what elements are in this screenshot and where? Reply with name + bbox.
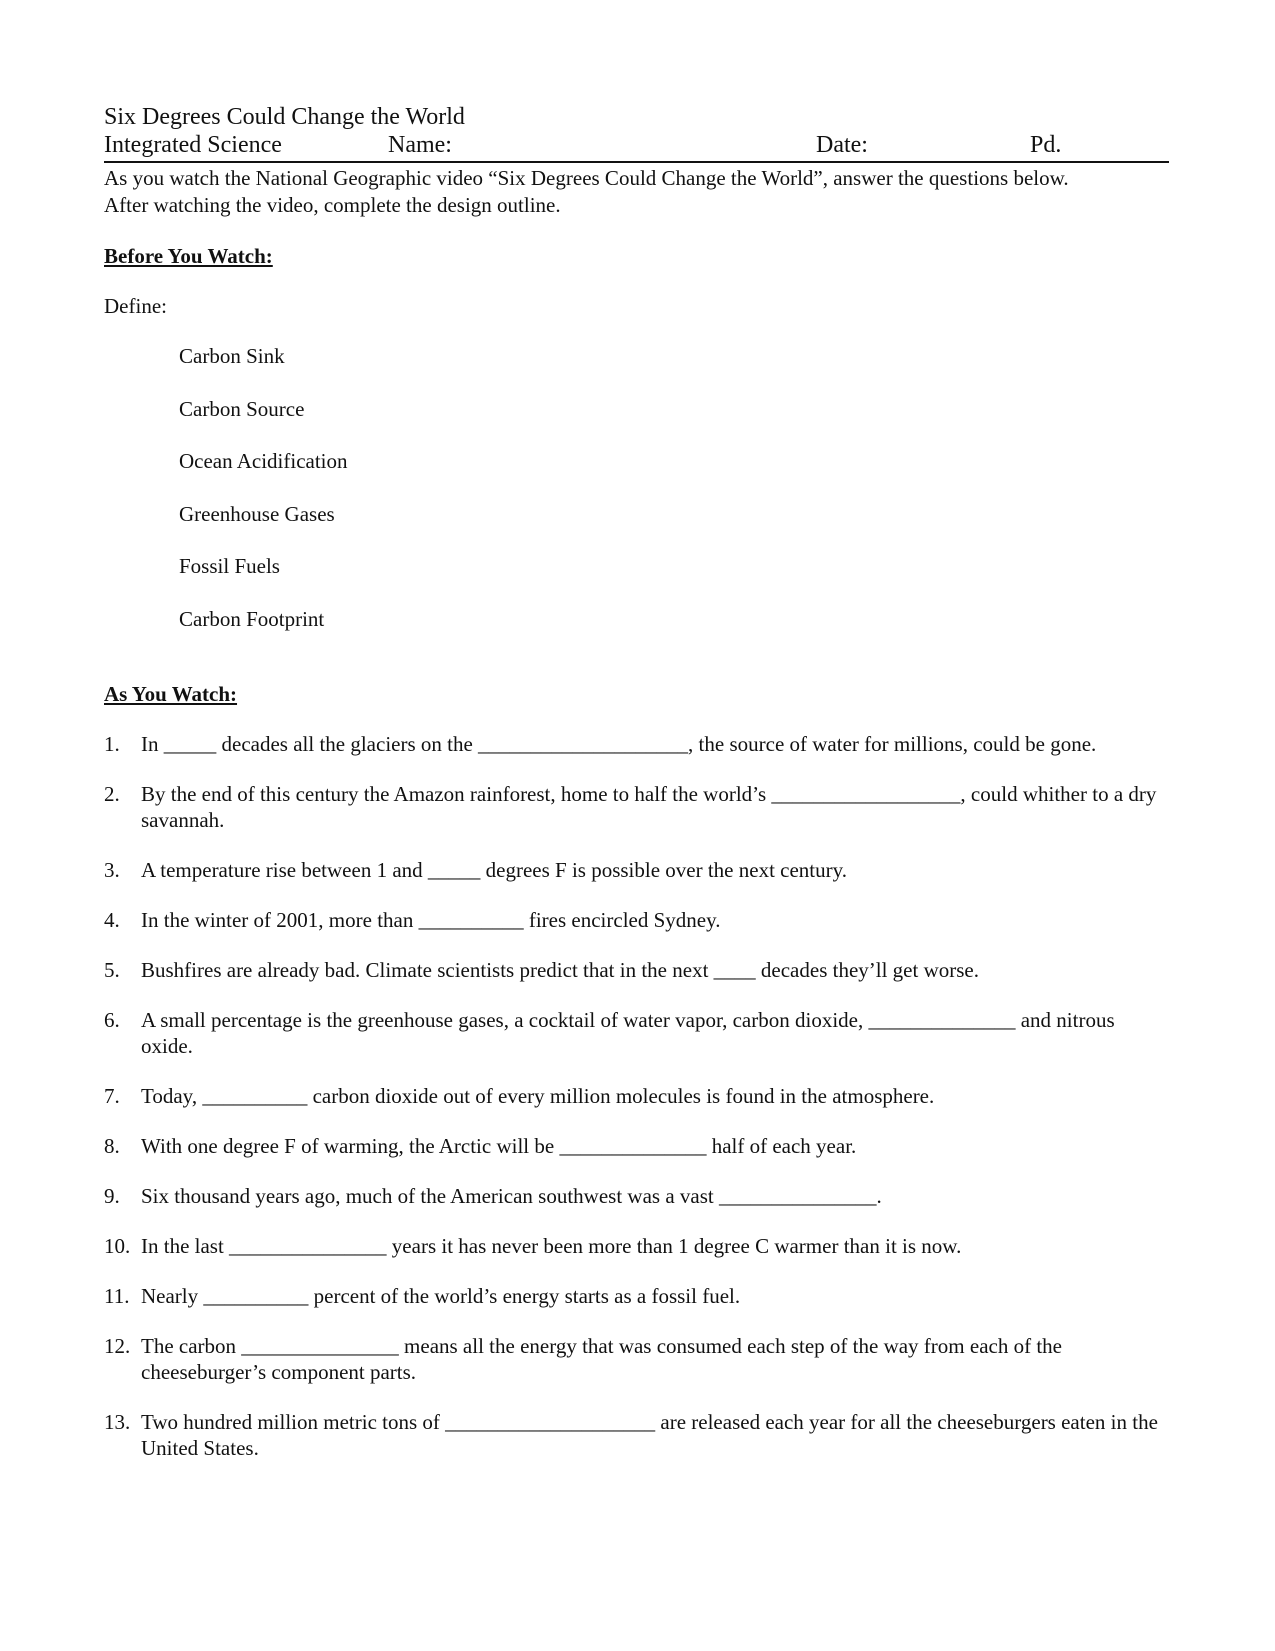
question-item (104, 1083, 1169, 1109)
course-label: Integrated Science (104, 132, 282, 158)
question-text: With one degree F of warming, the Arctic will be ______________ half of each year. (141, 1134, 857, 1158)
question-number: 2. (104, 782, 120, 806)
question-text: In _____ decades all the glaciers on the ____________________, the source of water for millions, could be gone. (141, 732, 1097, 756)
term-item: Carbon Footprint (179, 606, 325, 631)
question-number: 6. (104, 1008, 120, 1032)
question-number: 9. (104, 1184, 120, 1208)
question-number: 12. (104, 1334, 131, 1358)
worksheet-title: Six Degrees Could Change the World (104, 104, 465, 130)
question-number: 7. (104, 1084, 120, 1108)
question-text: Six thousand years ago, much of the American southwest was a vast _______________. (141, 1184, 882, 1208)
question-item (104, 907, 1169, 933)
as-you-watch-heading: As You Watch: (104, 682, 238, 706)
question-text: By the end of this century the Amazon rainforest, home to half the world’s __________________, could whither to a dry savannah. (141, 782, 1157, 832)
question-text: Two hundred million metric tons of ____________________ are released each year for all the cheeseburgers eaten in the United States. (141, 1410, 1158, 1460)
period-label: Pd. (1030, 132, 1062, 158)
question-text: Today, __________ carbon dioxide out of every million molecules is found in the atmosphere. (141, 1084, 935, 1108)
question-number: 3. (104, 858, 120, 882)
header-info-row (104, 131, 1169, 163)
question-number: 10. (104, 1234, 131, 1258)
date-label: Date: (816, 132, 868, 158)
instructions (104, 165, 1169, 219)
question-number: 5. (104, 958, 120, 982)
question-item (104, 781, 1169, 833)
define-terms-list (104, 343, 1169, 658)
worksheet-page (104, 103, 1169, 1461)
question-item (104, 1283, 1169, 1309)
question-text: Bushfires are already bad. Climate scientists predict that in the next ____ decades they’ll get worse. (141, 958, 979, 982)
term-item: Carbon Sink (179, 344, 285, 368)
instructions-line-2: After watching the video, complete the design outline. (104, 193, 561, 217)
question-number: 1. (104, 732, 120, 756)
before-you-watch-heading: Before You Watch: (104, 244, 273, 268)
term-item: Carbon Source (179, 396, 305, 421)
term-item: Fossil Fuels (179, 554, 280, 578)
question-text: A small percentage is the greenhouse gases, a cocktail of water vapor, carbon dioxide, ______________ and nitrous oxide. (141, 1008, 1115, 1058)
question-item (104, 1409, 1169, 1461)
question-item (104, 1233, 1169, 1259)
question-item (104, 957, 1169, 983)
term-item: Greenhouse Gases (179, 501, 335, 526)
question-item (104, 1007, 1169, 1059)
question-list (104, 731, 1169, 1461)
question-text: In the last _______________ years it has never been more than 1 degree C warmer than it is now. (141, 1234, 962, 1258)
question-text: In the winter of 2001, more than __________ fires encircled Sydney. (141, 908, 721, 932)
question-text: A temperature rise between 1 and _____ degrees F is possible over the next century. (141, 858, 848, 882)
name-label: Name: (388, 132, 452, 158)
term-item: Ocean Acidification (179, 449, 348, 473)
define-label: Define: (104, 294, 167, 318)
question-item (104, 857, 1169, 883)
question-item (104, 1183, 1169, 1209)
question-number: 13. (104, 1410, 131, 1434)
question-item (104, 1333, 1169, 1385)
question-text: Nearly __________ percent of the world’s energy starts as a fossil fuel. (141, 1284, 741, 1308)
question-text: The carbon _______________ means all the energy that was consumed each step of the way from each of the cheeseburger’s component parts. (141, 1334, 1062, 1384)
question-number: 8. (104, 1134, 120, 1158)
question-item (104, 1133, 1169, 1159)
question-item (104, 731, 1169, 757)
question-number: 11. (104, 1284, 130, 1308)
instructions-line-1: As you watch the National Geographic video “Six Degrees Could Change the World”, answer the questions below. (104, 166, 1069, 190)
question-number: 4. (104, 908, 120, 932)
